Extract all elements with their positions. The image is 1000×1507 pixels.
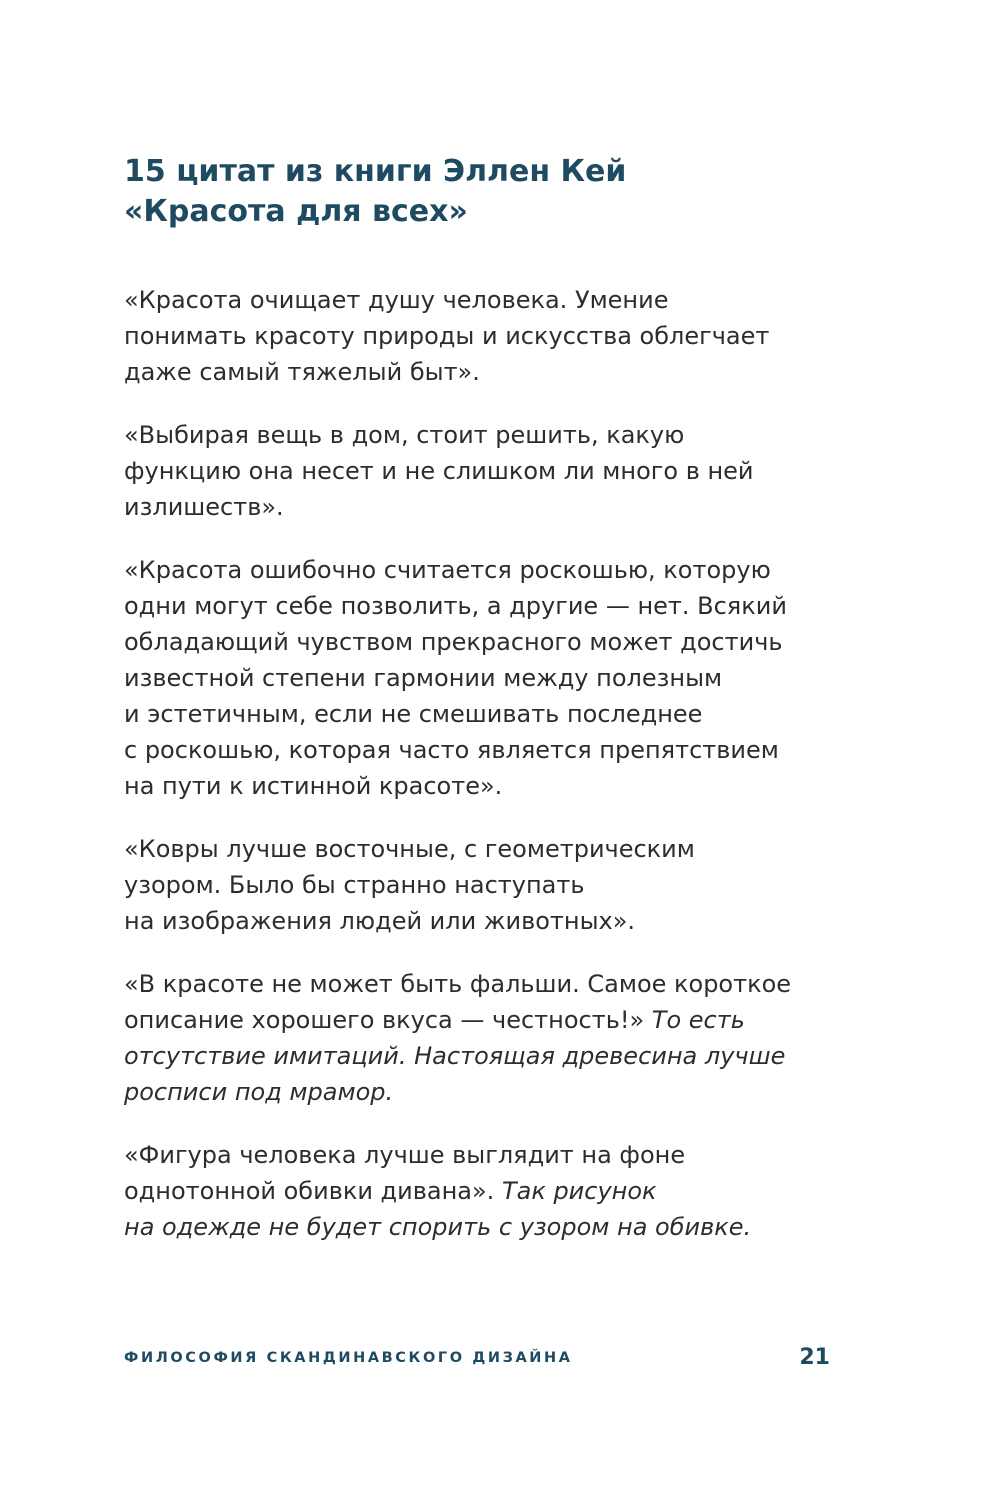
quote-line: и эстетичным, если не смешивать последнее xyxy=(124,700,703,728)
running-footer-title: ФИЛОСОФИЯ СКАНДИНАВСКОГО ДИЗАЙНА xyxy=(124,1350,573,1366)
quote-line: с роскошью, которая часто является препятствием xyxy=(124,736,779,764)
quote-line-mixed xyxy=(124,1002,884,1038)
author-comment: То есть xyxy=(651,1006,745,1034)
quote-line: известной степени гармонии между полезным xyxy=(124,664,723,692)
quote-4 xyxy=(124,831,884,939)
quote-line: функцию она несет и не слишком ли много в ней xyxy=(124,457,754,485)
quote-line: излишеств». xyxy=(124,493,284,521)
quote-6 xyxy=(124,1137,884,1245)
quote-2 xyxy=(124,417,884,525)
quote-line: на пути к истинной красоте». xyxy=(124,772,503,800)
author-comment-line: на одежде не будет спорить с узором на обивке. xyxy=(124,1213,752,1241)
quote-line: даже самый тяжелый быт». xyxy=(124,358,480,386)
quote-1 xyxy=(124,282,884,390)
quote-line: «В красоте не может быть фальши. Самое короткое xyxy=(124,970,792,998)
quotes-body xyxy=(124,282,884,1272)
quote-line-mixed xyxy=(124,1173,884,1209)
author-comment-line: росписи под мрамор. xyxy=(124,1078,394,1106)
page-number: 21 xyxy=(799,1345,830,1370)
quote-text: описание хорошего вкуса — честность!» xyxy=(124,1006,645,1034)
page-heading xyxy=(124,152,884,232)
quote-line: на изображения людей или животных». xyxy=(124,907,636,935)
quote-line: понимать красоту природы и искусства облегчает xyxy=(124,322,770,350)
quote-line: «Красота ошибочно считается роскошью, которую xyxy=(124,556,771,584)
quote-line: узором. Было бы странно наступать xyxy=(124,871,585,899)
quote-line: одни могут себе позволить, а другие — нет. Всякий xyxy=(124,592,787,620)
quote-line: «Выбирая вещь в дом, стоит решить, какую xyxy=(124,421,685,449)
heading-line-2: «Красота для всех» xyxy=(124,194,468,229)
author-comment: Так рисунок xyxy=(501,1177,657,1205)
quote-line: «Ковры лучше восточные, с геометрическим xyxy=(124,835,695,863)
quote-3 xyxy=(124,552,884,804)
quote-line: обладающий чувством прекрасного может достичь xyxy=(124,628,783,656)
quote-text: однотонной обивки дивана». xyxy=(124,1177,495,1205)
quote-line: «Фигура человека лучше выглядит на фоне xyxy=(124,1141,686,1169)
quote-line: «Красота очищает душу человека. Умение xyxy=(124,286,669,314)
author-comment-line: отсутствие имитаций. Настоящая древесина лучше xyxy=(124,1042,786,1070)
quote-5 xyxy=(124,966,884,1110)
heading-line-1: 15 цитат из книги Эллен Кей xyxy=(124,154,627,189)
